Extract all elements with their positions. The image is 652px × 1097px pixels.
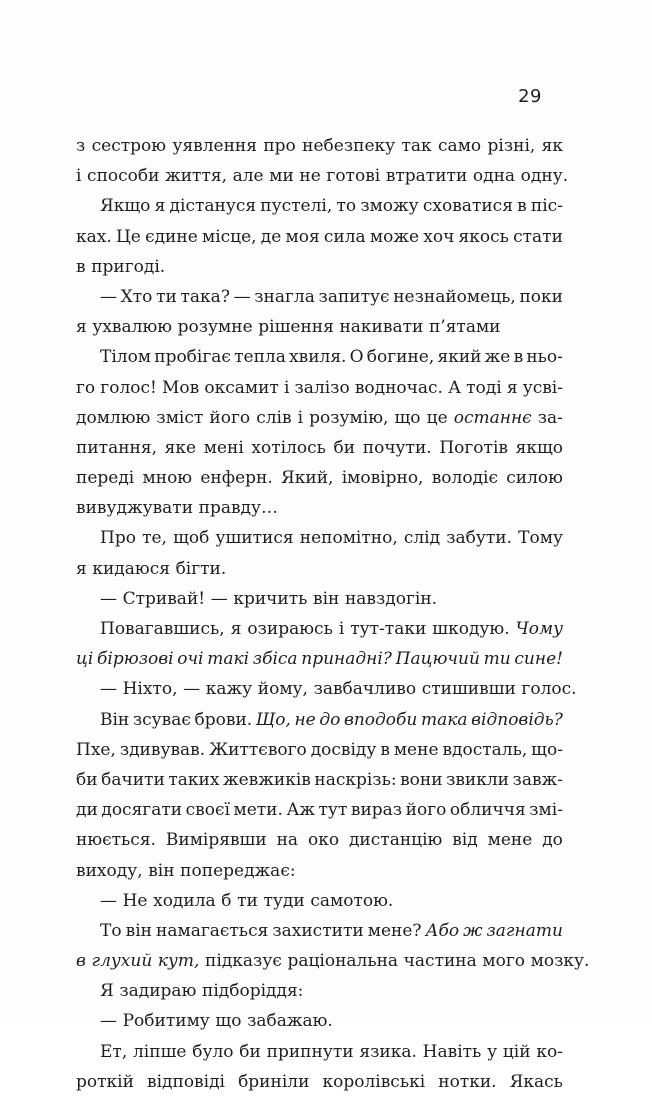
word: розумне: [177, 317, 253, 338]
word: і: [338, 619, 345, 639]
word: знагла: [254, 286, 315, 307]
word: розумію,: [309, 407, 389, 428]
word: запитує: [318, 286, 390, 307]
word: втратити: [385, 166, 468, 187]
text-line: [76, 946, 590, 976]
word: до: [319, 709, 341, 730]
word: на: [276, 830, 299, 851]
word: брови.: [194, 709, 253, 730]
word: Пхе,: [76, 739, 116, 760]
word: кут,: [157, 951, 200, 972]
word: жевжиків: [222, 769, 311, 790]
word: слід: [403, 528, 441, 549]
word: ти: [237, 890, 258, 911]
text-line: [76, 765, 563, 795]
word: же: [484, 347, 511, 368]
word: забути.: [446, 528, 513, 549]
word: стишивши: [421, 679, 516, 700]
word: мозку.: [530, 951, 590, 972]
word: я: [230, 619, 242, 639]
word: шкодую.: [432, 619, 510, 639]
word: Тому: [518, 528, 563, 549]
text-line: [76, 1067, 563, 1097]
word: непомітно,: [299, 528, 398, 549]
word: Він: [100, 709, 130, 730]
word: хоч: [423, 226, 455, 247]
word: само: [438, 136, 482, 156]
word: незнайомець,: [393, 286, 516, 307]
word: єдине: [145, 226, 198, 247]
word: Ніхто,: [122, 679, 178, 700]
word: —: [100, 679, 117, 700]
word: О: [349, 347, 364, 368]
word: може: [369, 226, 420, 247]
word: водночас.: [354, 377, 443, 398]
text-line: [76, 976, 563, 1006]
word: яке: [164, 437, 197, 458]
word: Що,: [255, 709, 291, 730]
text-line: [76, 161, 569, 191]
word: це: [426, 407, 448, 428]
text-line: [76, 282, 563, 312]
word: Про: [100, 528, 136, 549]
word: збіса: [252, 649, 298, 670]
word: ньо-: [526, 347, 563, 368]
word: своєї: [185, 800, 230, 821]
word: володіє: [431, 468, 498, 489]
word: життя,: [165, 166, 227, 187]
word: намагається: [156, 920, 269, 941]
word: який: [437, 347, 482, 368]
word: завж-: [512, 769, 563, 790]
word: сестрою: [91, 136, 167, 156]
word: сховатися: [422, 196, 513, 217]
word: частина: [403, 951, 477, 972]
word: мене: [487, 830, 533, 851]
word: очі: [177, 649, 204, 670]
word: таких: [168, 769, 220, 790]
word: в: [513, 347, 524, 368]
text-line: [76, 584, 563, 614]
text-line: [76, 523, 563, 553]
word: що-: [531, 739, 563, 760]
word: нюється.: [76, 830, 156, 851]
word: його: [405, 800, 447, 821]
word: така?: [180, 286, 230, 307]
word: але: [232, 166, 264, 187]
word: вподоби: [343, 709, 418, 730]
word: в: [76, 256, 86, 277]
body-text: [76, 131, 590, 1097]
word: вираз: [350, 800, 403, 821]
word: Навіть: [422, 1041, 482, 1062]
word: Життєвого: [209, 739, 307, 760]
text-line: [76, 735, 563, 765]
word: усві-: [522, 377, 563, 398]
word: домлюю: [76, 407, 151, 428]
word: захистити: [272, 920, 364, 941]
word: Хто: [120, 286, 153, 307]
word: Я: [100, 981, 114, 1002]
word: Це: [115, 226, 141, 247]
word: він: [313, 588, 340, 609]
word: досвіду: [310, 739, 377, 760]
word: туди: [263, 890, 305, 911]
word: тут-таки: [350, 619, 427, 639]
word: ходила: [153, 890, 216, 911]
word: підказує: [205, 951, 282, 972]
word: ти: [483, 649, 511, 670]
text-line: [76, 312, 563, 342]
word: би: [239, 1041, 261, 1062]
word: бачити: [101, 769, 165, 790]
word: ти: [156, 286, 177, 307]
word: залізо: [294, 377, 350, 398]
word: сине!: [514, 649, 563, 670]
word: —: [100, 588, 117, 609]
word: припнути: [266, 1041, 354, 1062]
word: виходу,: [76, 860, 143, 881]
text-line: [76, 1006, 563, 1036]
word: навздогін.: [344, 588, 438, 609]
word: за-: [537, 407, 563, 428]
word: відповідь?: [471, 709, 563, 730]
word: досягати: [101, 800, 183, 821]
word: голос.: [521, 679, 577, 700]
word: Поготів: [439, 437, 508, 458]
word: і: [297, 407, 304, 428]
word: королівські: [322, 1071, 426, 1092]
word: п’ятами: [428, 317, 501, 338]
word: ці: [76, 649, 94, 670]
word: звикли: [446, 769, 510, 790]
word: і: [283, 377, 290, 398]
word: оксамит: [204, 377, 279, 398]
text-line: [76, 825, 563, 855]
word: рішення: [258, 317, 334, 338]
text-line: [76, 373, 563, 403]
word: підборіддя:: [201, 981, 304, 1002]
word: ліпше: [133, 1041, 187, 1062]
word: здивував.: [119, 739, 206, 760]
word: я: [76, 317, 87, 338]
text-line: [76, 674, 577, 704]
text-line: [76, 916, 563, 946]
word: стати: [513, 226, 563, 247]
word: моя: [285, 226, 320, 247]
text-line: [76, 493, 563, 523]
word: Не: [122, 890, 148, 911]
word: Тілом: [100, 347, 152, 368]
word: в: [380, 739, 390, 760]
word: мною: [142, 468, 193, 489]
word: у: [487, 1041, 498, 1062]
word: з: [76, 136, 86, 156]
word: я: [76, 558, 87, 579]
word: Який,: [281, 468, 334, 489]
word: ках.: [76, 226, 112, 247]
word: мене?: [367, 920, 422, 941]
word: попереджає:: [180, 860, 296, 881]
text-line: [76, 886, 563, 916]
text-line: [76, 644, 563, 674]
word: —: [100, 1011, 117, 1032]
word: так: [401, 136, 432, 156]
word: відповіді: [147, 1071, 225, 1092]
word: задираю: [119, 981, 197, 1002]
word: Вимірявши: [165, 830, 267, 851]
word: вони: [400, 769, 443, 790]
text-line: [76, 795, 563, 825]
word: питання,: [76, 437, 157, 458]
word: йому,: [257, 679, 308, 700]
word: така: [420, 709, 468, 730]
word: —: [100, 286, 117, 307]
word: язика.: [359, 1041, 417, 1062]
word: бігти.: [175, 558, 227, 579]
text-line: [76, 1037, 563, 1067]
word: його: [209, 407, 251, 428]
text-line: [76, 554, 563, 584]
word: силою: [506, 468, 563, 489]
word: наскрізь:: [314, 769, 397, 790]
word: різні,: [487, 136, 536, 156]
word: То: [100, 920, 122, 941]
word: ухвалюю: [92, 317, 173, 338]
word: мого: [482, 951, 525, 972]
word: пустелі,: [260, 196, 333, 217]
word: в: [76, 951, 86, 972]
word: способи: [87, 166, 160, 187]
word: би: [333, 437, 356, 458]
word: ми: [269, 166, 294, 187]
word: нотки.: [438, 1071, 497, 1092]
word: кидаюся: [92, 558, 170, 579]
word: би: [76, 769, 98, 790]
word: було: [192, 1041, 234, 1062]
word: поки: [519, 286, 563, 307]
word: завбачливо: [313, 679, 417, 700]
word: тут: [318, 800, 348, 821]
word: накивати: [339, 317, 424, 338]
word: раціональна: [287, 951, 399, 972]
word: імовірно,: [341, 468, 424, 489]
word: Ет,: [100, 1041, 128, 1062]
word: слів: [256, 407, 292, 428]
word: в: [517, 196, 527, 217]
word: вдосталь,: [442, 739, 528, 760]
word: озираюсь: [247, 619, 333, 639]
word: кричить: [233, 588, 308, 609]
word: не: [294, 709, 316, 730]
text-line: [76, 131, 563, 161]
word: я: [506, 377, 518, 398]
word: зможу: [360, 196, 419, 217]
word: місце,: [201, 226, 257, 247]
word: хвиля.: [289, 347, 347, 368]
word: одна: [472, 166, 516, 187]
word: що: [394, 407, 421, 428]
word: ди: [76, 800, 98, 821]
word: піс-: [530, 196, 563, 217]
page-number: 29: [518, 86, 542, 107]
word: пригоді.: [91, 256, 166, 277]
word: загнати: [486, 920, 563, 941]
word: бриніли: [238, 1071, 310, 1092]
word: принадні?: [301, 649, 392, 670]
word: ко-: [536, 1041, 563, 1062]
word: одну.: [520, 166, 569, 187]
word: б: [221, 890, 232, 911]
word: він: [148, 860, 175, 881]
word: мене: [393, 739, 439, 760]
word: змі-: [529, 800, 563, 821]
text-line: [76, 191, 563, 221]
word: правду…: [198, 498, 279, 519]
word: зміст: [156, 407, 204, 428]
word: мені: [203, 437, 244, 458]
word: якщо: [515, 437, 563, 458]
text-line: [76, 403, 563, 433]
word: —: [100, 890, 117, 911]
word: уявлення: [172, 136, 257, 156]
text-line: [76, 463, 563, 493]
word: око: [307, 830, 340, 851]
word: до: [542, 830, 563, 851]
word: про: [263, 136, 296, 156]
word: —: [210, 588, 228, 609]
word: він: [125, 920, 152, 941]
text-line: [76, 433, 563, 463]
word: А: [448, 377, 461, 398]
word: Стривай!: [122, 588, 206, 609]
word: роткій: [76, 1071, 134, 1092]
word: як: [541, 136, 563, 156]
word: якось: [458, 226, 509, 247]
word: зсуває: [132, 709, 191, 730]
word: я: [154, 196, 166, 217]
word: тоді: [466, 377, 502, 398]
word: Аж: [286, 800, 315, 821]
word: глухий: [91, 951, 153, 972]
word: тепла: [234, 347, 286, 368]
word: Мов: [161, 377, 200, 398]
word: небезпеку: [302, 136, 396, 156]
word: Якась: [509, 1071, 563, 1092]
word: де: [260, 226, 282, 247]
word: енферн.: [200, 468, 273, 489]
word: такі: [207, 649, 250, 670]
word: цій: [502, 1041, 531, 1062]
word: богине,: [366, 347, 435, 368]
text-line: [76, 856, 563, 886]
word: останнє: [453, 407, 532, 428]
word: Пацючий: [395, 649, 480, 670]
word: не: [299, 166, 321, 187]
word: мети.: [233, 800, 283, 821]
word: переді: [76, 468, 135, 489]
word: голос!: [100, 377, 157, 398]
word: забажаю.: [247, 1011, 333, 1032]
text-line: [76, 222, 563, 252]
word: ж: [463, 920, 483, 941]
word: Або: [425, 920, 460, 941]
word: від: [452, 830, 478, 851]
word: го: [76, 377, 96, 398]
word: Повагавшись,: [100, 619, 225, 639]
word: те,: [142, 528, 167, 549]
word: Чому: [515, 619, 563, 639]
text-line: [76, 614, 563, 644]
word: —: [183, 679, 201, 700]
word: Якщо: [100, 196, 151, 217]
text-line: [76, 705, 563, 735]
word: що: [215, 1011, 242, 1032]
word: щоб: [173, 528, 210, 549]
word: Робитиму: [122, 1011, 210, 1032]
word: дистанцію: [348, 830, 443, 851]
word: ушитися: [215, 528, 294, 549]
word: готові: [326, 166, 381, 187]
word: —: [233, 286, 251, 307]
word: почути.: [362, 437, 432, 458]
word: обличчя: [449, 800, 526, 821]
word: бірюзові: [97, 649, 174, 670]
word: кажу: [205, 679, 253, 700]
word: сила: [323, 226, 366, 247]
word: самотою.: [310, 890, 394, 911]
word: і: [76, 166, 82, 187]
word: хотілось: [251, 437, 326, 458]
text-line: [76, 342, 563, 372]
word: вивуджувати: [76, 498, 194, 519]
word: то: [336, 196, 357, 217]
word: дістануся: [169, 196, 257, 217]
word: пробігає: [154, 347, 231, 368]
text-line: [76, 252, 563, 282]
